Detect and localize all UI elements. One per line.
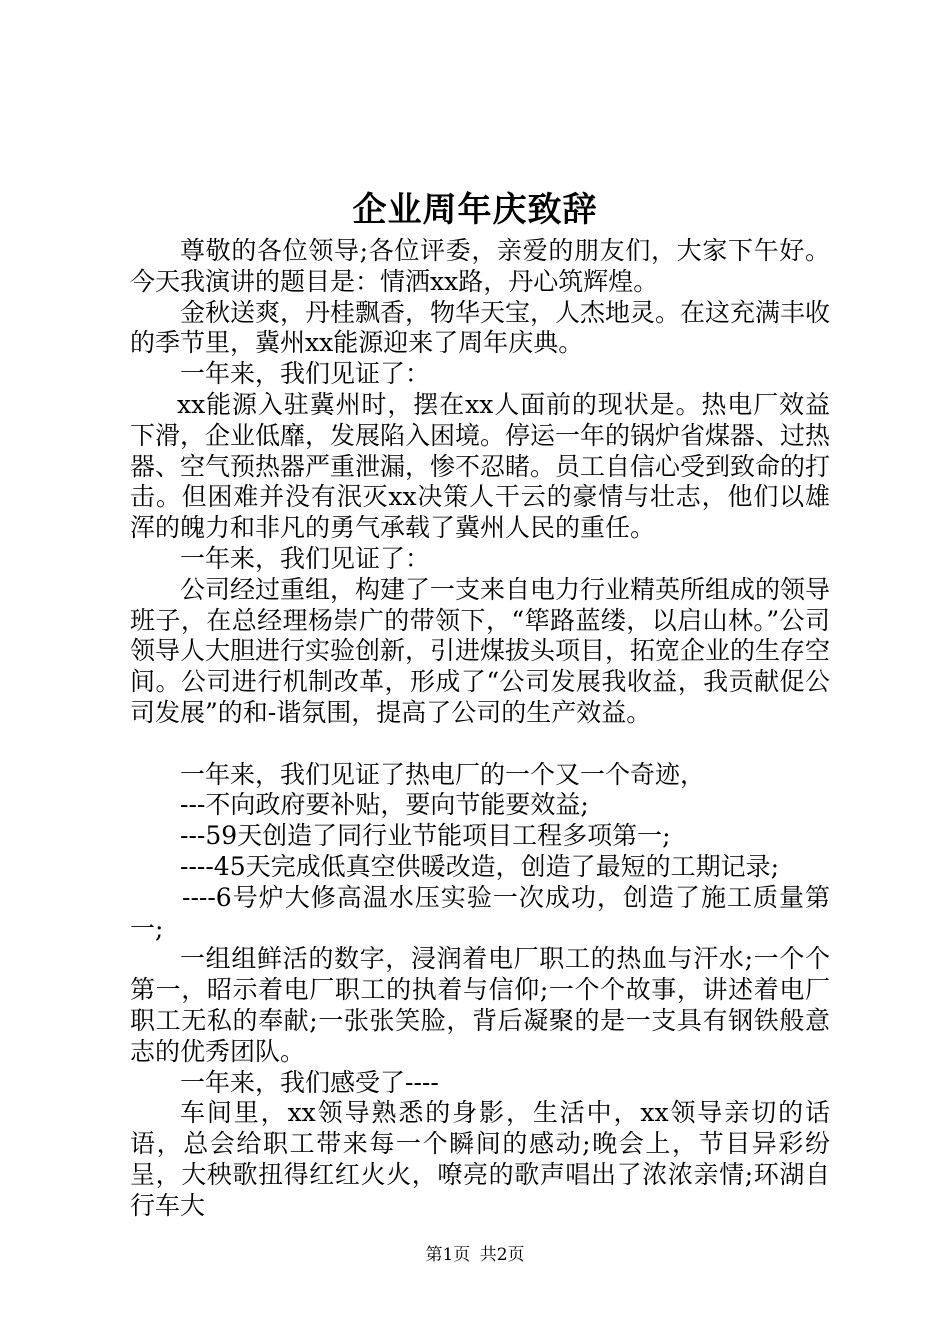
paragraph-situation: xx能源入驻冀州时，摆在xx人面前的现状是。热电厂效益下滑，企业低靡，发展陷入困境。停运一年的锅炉省煤器、过热器、空气预热器严重泄漏，惨不忍睹。员工自信心受到致命的打击。但困难并没有泯灭xx决策人干云的豪情与壮志，他们以雄浑的魄力和非凡的勇气承载了冀州人民的重任。 <box>130 389 831 543</box>
paragraph-witness-1: 一年来，我们见证了： <box>180 359 431 389</box>
page-number: 第1页 <box>425 1245 471 1265</box>
paragraph-felt: 一年来，我们感受了---- <box>180 1067 439 1097</box>
paragraph-autumn: 金秋送爽，丹桂飘香，物华天宝，人杰地灵。在这充满丰收的季节里，冀州xx能源迎来了周年庆典。 <box>130 297 831 358</box>
paragraph-witness-2: 一年来，我们见证了： <box>180 543 431 573</box>
paragraph-greeting: 尊敬的各位领导;各位评委，亲爱的朋友们，大家下午好。今天我演讲的题目是：情洒xx路，丹心筑辉煌。 <box>130 236 830 296</box>
document-body <box>130 236 830 1222</box>
paragraph-miracles: 一年来，我们见证了热电厂的一个又一个奇迹， <box>180 759 706 789</box>
paragraph-workshop: 车间里，xx领导熟悉的身影，生活中，xx领导亲切的话语，总会给职工带来每一个瞬间的感动;晚会上，节目异彩纷呈，大秧歌扭得红红火火，嘹亮的歌声唱出了浓浓亲情;环湖自行车大 <box>130 1098 830 1220</box>
document-title: 企业周年庆致辞 <box>352 190 598 230</box>
list-item-45-days: ----45天完成低真空供暖改造，创造了最短的工期记录; <box>180 851 780 881</box>
page-footer <box>0 1243 950 1267</box>
paragraph-numbers: 一组组鲜活的数字，浸润着电厂职工的热血与汗水;一个个第一，昭示着电厂职工的执着与信仰;一个个故事，讲述着电厂职工无私的奉献;一张张笑脸，背后凝聚的是一支具有钢铁般意志的优秀团队。 <box>130 944 830 1066</box>
paragraph-reorganization: 公司经过重组，构建了一支来自电力行业精英所组成的领导班子，在总经理杨崇广的带领下，“筚路蓝缕，以启山林。”公司领导人大胆进行实验创新，引进煤拔头项目，拓宽企业的生存空间。公司进行机制改革，形成了“公司发展我收益，我贡献促公司发展”的和-谐氛围，提高了公司的生产效益。 <box>130 574 831 727</box>
list-item-59-days: ---59天创造了同行业节能项目工程多项第一; <box>180 821 671 851</box>
list-item-subsidy: ---不向政府要补贴，要向节能要效益; <box>180 790 589 820</box>
list-item-boiler-6: ----6号炉大修高温水压实验一次成功，创造了施工质量第一; <box>130 882 830 943</box>
page-total: 共2页 <box>479 1245 525 1265</box>
